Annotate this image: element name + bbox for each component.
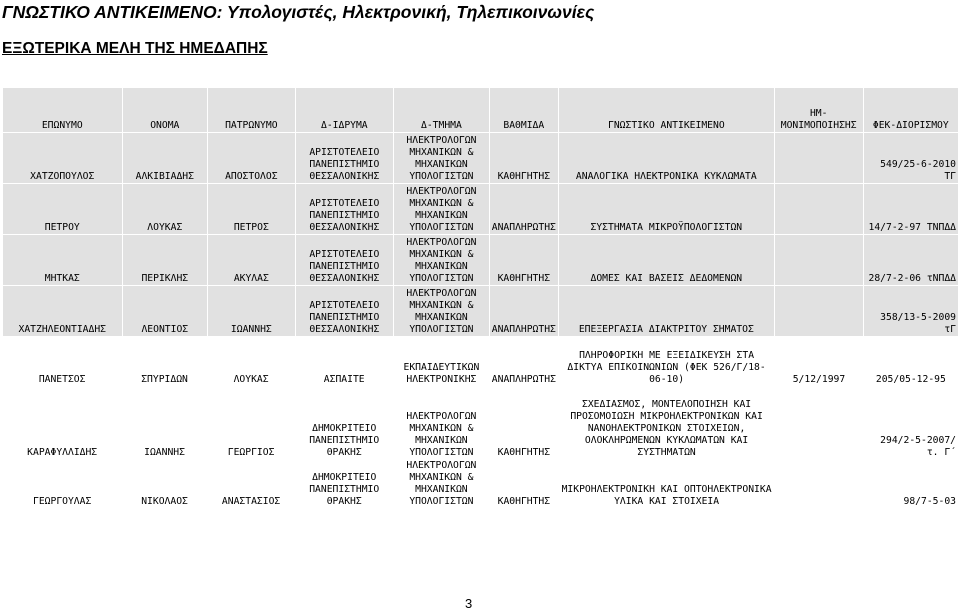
- header-cell: ΟΝΟΜΑ: [122, 88, 208, 133]
- cell-department: ΗΛΕΚΤΡΟΛΟΓΩΝ ΜΗΧΑΝΙΚΩΝ & ΜΗΧΑΝΙΚΩΝ ΥΠΟΛΟΓΙΣΤΩΝ: [394, 235, 490, 286]
- cell-tenure-date: [774, 286, 863, 337]
- cell-patronymic: ΛΟΥΚΑΣ: [207, 340, 295, 387]
- header-cell: ΦΕΚ-ΔΙΟΡΙΣΜΟΥ: [863, 88, 958, 133]
- cell-gazette: 28/7-2-06 τΝΠΔΔ: [863, 235, 958, 286]
- table-row: [3, 133, 959, 184]
- cell-surname: ΠΕΤΡΟΥ: [3, 184, 123, 235]
- header-cell: ΒΑΘΜΙΔΑ: [489, 88, 558, 133]
- cell-tenure-date: 5/12/1997: [775, 340, 864, 387]
- cell-name: ΝΙΚΟΛΑΟΣ: [122, 460, 207, 509]
- cell-subject: ΑΝΑΛΟΓΙΚΑ ΗΛΕΚΤΡΟΝΙΚΑ ΚΥΚΛΩΜΑΤΑ: [558, 133, 774, 184]
- header-cell: ΠΑΤΡΩΝΥΜΟ: [208, 88, 295, 133]
- cell-name: ΑΛΚΙΒΙΑΔΗΣ: [122, 133, 208, 184]
- cell-subject: ΕΠΕΞΕΡΓΑΣΙΑ ΔΙΑΚΤΡΙΤΟΥ ΣΗΜΑΤΟΣ: [558, 286, 774, 337]
- cell-department: ΗΛΕΚΤΡΟΛΟΓΩΝ ΜΗΧΑΝΙΚΩΝ & ΜΗΧΑΝΙΚΩΝ ΥΠΟΛΟΓΙΣΤΩΝ: [394, 133, 490, 184]
- cell-gazette: 98/7-5-03: [863, 460, 958, 509]
- header-cell: Δ-ΤΜΗΜΑ: [394, 88, 490, 133]
- cell-surname: ΚΑΡΑΦΥΛΛΙΔΗΣ: [3, 387, 122, 460]
- cell-gazette: 358/13-5-2009 τΓ: [863, 286, 958, 337]
- page-title: ΓΝΩΣΤΙΚΟ ΑΝΤΙΚΕΙΜΕΝΟ: Υπολογιστές, Ηλεκτρονική, Τηλεπικοινωνίες: [2, 2, 595, 22]
- cell-patronymic: ΑΠΟΣΤΟΛΟΣ: [208, 133, 295, 184]
- header-cell: Δ-ΙΔΡΥΜΑ: [295, 88, 394, 133]
- cell-patronymic: ΠΕΤΡΟΣ: [208, 184, 295, 235]
- cell-rank: ΑΝΑΠΛΗΡΩΤΗΣ: [489, 286, 558, 337]
- cell-patronymic: ΙΩΑΝΝΗΣ: [208, 286, 295, 337]
- header-cell: ΓΝΩΣΤΙΚΟ ΑΝΤΙΚΕΙΜΕΝΟ: [558, 88, 774, 133]
- cell-institution: ΑΣΠΑΙΤΕ: [295, 340, 394, 387]
- table-row: [3, 235, 959, 286]
- cell-patronymic: ΓΕΩΡΓΙΟΣ: [207, 387, 295, 460]
- cell-gazette: 14/7-2-97 ΤΝΠΔΔ: [863, 184, 958, 235]
- cell-name: ΛΟΥΚΑΣ: [122, 184, 208, 235]
- cell-patronymic: ΑΚΥΛΑΣ: [208, 235, 295, 286]
- cell-gazette: 205/05-12-95: [863, 340, 958, 387]
- cell-name: ΣΠΥΡΙΔΩΝ: [122, 340, 207, 387]
- members-table-2: [2, 339, 959, 509]
- cell-institution: ΔΗΜΟΚΡΙΤΕΙΟ ΠΑΝΕΠΙΣΤΗΜΙΟ ΘΡΑΚΗΣ: [295, 460, 394, 509]
- cell-department: ΗΛΕΚΤΡΟΛΟΓΩΝ ΜΗΧΑΝΙΚΩΝ & ΜΗΧΑΝΙΚΩΝ ΥΠΟΛΟΓΙΣΤΩΝ: [394, 184, 490, 235]
- cell-surname: ΜΗΤΚΑΣ: [3, 235, 123, 286]
- cell-tenure-date: [774, 184, 863, 235]
- cell-institution: ΔΗΜΟΚΡΙΤΕΙΟ ΠΑΝΕΠΙΣΤΗΜΙΟ ΘΡΑΚΗΣ: [295, 387, 394, 460]
- cell-rank: ΚΑΘΗΓΗΤΗΣ: [489, 387, 558, 460]
- cell-rank: ΑΝΑΠΛΗΡΩΤΗΣ: [489, 184, 558, 235]
- cell-institution: ΑΡΙΣΤΟΤΕΛΕΙΟ ΠΑΝΕΠΙΣΤΗΜΙΟ ΘΕΣΣΑΛΟΝΙΚΗΣ: [295, 286, 394, 337]
- cell-name: ΙΩΑΝΝΗΣ: [122, 387, 207, 460]
- cell-department: ΗΛΕΚΤΡΟΛΟΓΩΝ ΜΗΧΑΝΙΚΩΝ & ΜΗΧΑΝΙΚΩΝ ΥΠΟΛΟΓΙΣΤΩΝ: [394, 460, 490, 509]
- cell-tenure-date: [774, 235, 863, 286]
- cell-gazette: 549/25-6-2010 ΤΓ: [863, 133, 958, 184]
- table-row: [3, 387, 959, 460]
- cell-rank: ΚΑΘΗΓΗΤΗΣ: [489, 133, 558, 184]
- cell-surname: ΧΑΤΖΗΛΕΟΝΤΙΑΔΗΣ: [3, 286, 123, 337]
- table-row: [3, 460, 959, 509]
- cell-rank: ΑΝΑΠΛΗΡΩΤΗΣ: [489, 340, 558, 387]
- section-subtitle: ΕΞΩΤΕΡΙΚΑ ΜΕΛΗ ΤΗΣ ΗΜΕΔΑΠΗΣ: [2, 40, 268, 57]
- cell-surname: ΧΑΤΖΟΠΟΥΛΟΣ: [3, 133, 123, 184]
- cell-surname: ΓΕΩΡΓΟΥΛΑΣ: [3, 460, 122, 509]
- header-cell: ΗΜ-ΜΟΝΙΜΟΠΟΙΗΣΗΣ: [774, 88, 863, 133]
- cell-tenure-date: [774, 133, 863, 184]
- table-row: [3, 184, 959, 235]
- cell-institution: ΑΡΙΣΤΟΤΕΛΕΙΟ ΠΑΝΕΠΙΣΤΗΜΙΟ ΘΕΣΣΑΛΟΝΙΚΗΣ: [295, 235, 394, 286]
- page-number: 3: [465, 596, 473, 611]
- cell-institution: ΑΡΙΣΤΟΤΕΛΕΙΟ ΠΑΝΕΠΙΣΤΗΜΙΟ ΘΕΣΣΑΛΟΝΙΚΗΣ: [295, 184, 394, 235]
- cell-subject: ΣΧΕΔΙΑΣΜΟΣ, ΜΟΝΤΕΛΟΠΟΙΗΣΗ ΚΑΙ ΠΡΟΣΟΜΟΙΩΣΗ ΜΙΚΡΟΗΛΕΚΤΡΟΝΙΚΩΝ ΚΑΙ ΝΑΝΟΗΛΕΚΤΡΟΝΙΚΩΝ ΣΤΟΙΧΕΙΩΝ, ΟΛΟΚΛΗΡΩΜΕΝΩΝ ΚΥΚΛΩΜΑΤΩΝ ΚΑΙ ΣΥΣΤΗΜΑΤΩΝ: [558, 387, 774, 460]
- cell-institution: ΑΡΙΣΤΟΤΕΛΕΙΟ ΠΑΝΕΠΙΣΤΗΜΙΟ ΘΕΣΣΑΛΟΝΙΚΗΣ: [295, 133, 394, 184]
- cell-tenure-date: [775, 460, 864, 509]
- cell-patronymic: ΑΝΑΣΤΑΣΙΟΣ: [207, 460, 295, 509]
- table-row: [3, 340, 959, 387]
- cell-subject: ΜΙΚΡΟΗΛΕΚΤΡΟΝΙΚΗ ΚΑΙ ΟΠΤΟΗΛΕΚΤΡΟΝΙΚΑ ΥΛΙΚΑ ΚΑΙ ΣΤΟΙΧΕΙΑ: [558, 460, 774, 509]
- cell-gazette: 294/2-5-2007/ τ. Γ΄: [863, 387, 958, 460]
- cell-tenure-date: [775, 387, 864, 460]
- members-table: [2, 87, 959, 337]
- cell-department: ΗΛΕΚΤΡΟΛΟΓΩΝ ΜΗΧΑΝΙΚΩΝ & ΜΗΧΑΝΙΚΩΝ ΥΠΟΛΟΓΙΣΤΩΝ: [394, 286, 490, 337]
- cell-name: ΠΕΡΙΚΛΗΣ: [122, 235, 208, 286]
- cell-rank: ΚΑΘΗΓΗΤΗΣ: [489, 460, 558, 509]
- cell-department: ΗΛΕΚΤΡΟΛΟΓΩΝ ΜΗΧΑΝΙΚΩΝ & ΜΗΧΑΝΙΚΩΝ ΥΠΟΛΟΓΙΣΤΩΝ: [394, 387, 490, 460]
- table-header-row: [3, 88, 959, 133]
- table-row: [3, 286, 959, 337]
- cell-rank: ΚΑΘΗΓΗΤΗΣ: [489, 235, 558, 286]
- cell-department: ΕΚΠΑΙΔΕΥΤΙΚΩΝ ΗΛΕΚΤΡΟΝΙΚΗΣ: [394, 340, 490, 387]
- cell-surname: ΠΑΝΕΤΣΟΣ: [3, 340, 122, 387]
- header-cell: ΕΠΩΝΥΜΟ: [3, 88, 123, 133]
- cell-name: ΛΕΟΝΤΙΟΣ: [122, 286, 208, 337]
- cell-subject: ΔΟΜΕΣ ΚΑΙ ΒΑΣΕΙΣ ΔΕΔΟΜΕΝΩΝ: [558, 235, 774, 286]
- cell-subject: ΠΛΗΡΟΦΟΡΙΚΗ ΜΕ ΕΞΕΙΔΙΚΕΥΣΗ ΣΤΑ ΔΙΚΤΥΑ ΕΠΙΚΟΙΝΩΝΙΩΝ (ΦΕΚ 526/Γ/18-06-10): [558, 340, 774, 387]
- cell-subject: ΣΥΣΤΗΜΑΤΑ ΜΙΚΡΟΫΠΟΛΟΓΙΣΤΩΝ: [558, 184, 774, 235]
